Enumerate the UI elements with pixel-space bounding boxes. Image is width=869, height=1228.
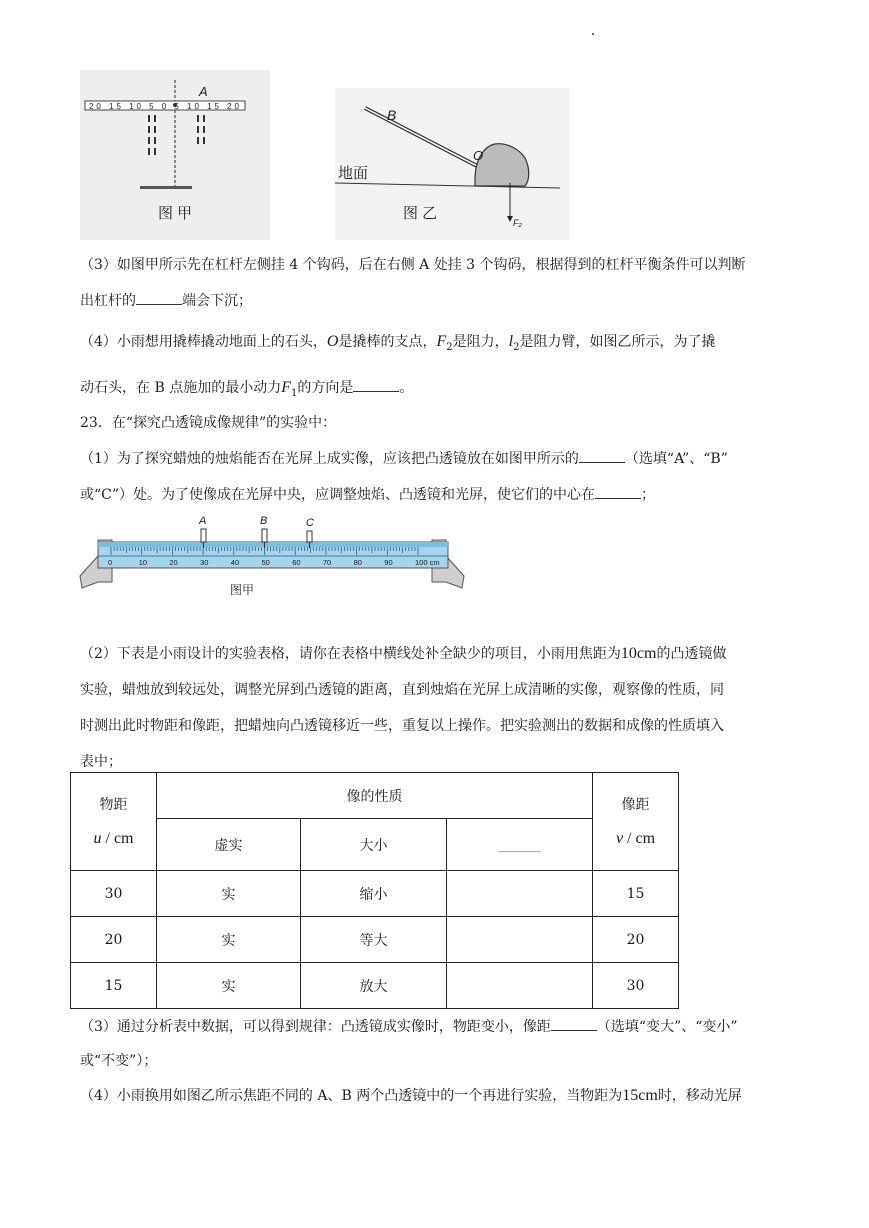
q22-part3-line1: （3）如图甲所示先在杠杆左侧挂 4 个钩码，后在右侧 A 处挂 3 个钩码，根据得到的杠杆平衡条件可以判断 (80, 257, 746, 273)
force-f2-label: F₂ (513, 218, 522, 228)
q22-part4 (80, 322, 792, 414)
bench-tick-label: 100 cm (415, 558, 440, 567)
answer-blank (595, 484, 641, 499)
bench-tick-label: 90 (384, 558, 393, 567)
crowbar-point-o: O (473, 148, 484, 163)
crowbar-figure-yi (335, 88, 570, 240)
table-row: 30 实 缩小 15 (71, 871, 679, 917)
experiment-table (70, 772, 679, 1009)
q23-part3-line1: （3）通过分析表中数据，可以得到规律：凸透镜成实像时，物距变小，像距 （选填“变大”、“变小” (80, 1010, 792, 1044)
bench-tick-label: 0 (108, 558, 113, 567)
q23-part3 (80, 1010, 792, 1078)
q22-part3 (80, 247, 792, 319)
header-image-distance: 像距 v / cm (593, 773, 679, 871)
q22-part4-line1: （4）小雨想用撬棒撬动地面上的石头，O是撬棒的支点，$F_2$是阻力，$l_2$是阻力臂，如图乙所示，为了撬 (80, 333, 716, 353)
q23-part2-line3: 时测出此时物距和像距，把蜡烛向凸透镜移近一些，重复以上操作。把实验测出的数据和成像的性质填入 (80, 718, 724, 734)
header-image-nature: 像的性质 (157, 773, 593, 819)
bench-tick-label: 40 (230, 558, 240, 567)
bench-tick-label: 80 (353, 558, 362, 567)
q23-part1 (80, 441, 792, 513)
table-row: 15 实 放大 30 (71, 963, 679, 1009)
header-object-distance: 物距 u / cm (71, 773, 157, 871)
table-header-row (71, 773, 679, 819)
marker-a-label: A (199, 515, 207, 527)
q22-part3-line2: 出杠杆的 端会下沉； (80, 283, 792, 319)
table-subheader-row (71, 819, 679, 871)
q23-part1-line2: 或“C”）处。为了使像成在光屏中央，应调整烛焰、凸透镜和光屏，使它们的中心在 ； (80, 477, 792, 513)
bench-caption: 图甲 (230, 583, 255, 597)
q23-part2-line2: 实验，蜡烛放到较远处，调整光屏到凸透镜的距离，直到烛焰在光屏上成清晰的实像，观察像的性质，同 (80, 682, 724, 698)
marker-b-label: B (260, 515, 268, 527)
q23-part3-line2: 或“不变”）； (80, 1053, 158, 1069)
crowbar-point-b: B (387, 107, 397, 123)
lever-point-a: A (199, 84, 208, 99)
figure-yi-caption: 图 乙 (403, 205, 438, 222)
header-blank: ______ (447, 819, 593, 871)
bench-tick-label: 70 (322, 558, 332, 567)
q23-part2-line1: （2）下表是小雨设计的实验表格，请你在表格中横线处补全缺少的项目，小雨用焦距为10cm的凸透镜做 (80, 645, 727, 662)
bench-tick-label: 10 (138, 558, 148, 567)
marker-c-label: C (306, 517, 314, 529)
table-row: 20 实 等大 20 (71, 917, 679, 963)
figure-jia-caption: 图 甲 (158, 205, 193, 222)
optical-bench-figure (78, 512, 468, 604)
lever-scale-labels: 20 15 10 5 0 5 10 15 20 (89, 102, 239, 111)
answer-blank (551, 1016, 597, 1031)
q23-part2-line4: 表中； (80, 754, 122, 770)
bench-tick-label: 50 (261, 558, 270, 567)
q22-part4-line2: 动石头，在 B 点施加的最小动力$F_1$的方向是 。 (80, 378, 414, 399)
header-virtual-real: 虚实 (157, 819, 301, 871)
q23-part4-line1: （4）小雨换用如图乙所示焦距不同的 A、B 两个凸透镜中的一个再进行实验，当物距为15cm时，移动光屏 (80, 1087, 742, 1104)
answer-blank (353, 377, 399, 392)
answer-blank (136, 290, 182, 305)
bench-tick-label: 30 (200, 558, 209, 567)
q23-title: 23．在“探究凸透镜成像规律”的实验中： (80, 415, 337, 431)
q23-part1-line1: （1）为了探究蜡烛的烛焰能否在光屏上成实像，应该把凸透镜放在如图甲所示的 （选填“A”、“B” (80, 441, 792, 477)
lever-figure-jia (80, 70, 270, 240)
page-dot (592, 33, 594, 35)
q23-part2 (80, 636, 792, 780)
header-size: 大小 (301, 819, 447, 871)
bench-tick-label: 20 (169, 558, 178, 567)
q23-part4 (80, 1078, 792, 1114)
ground-label: 地面 (338, 165, 369, 182)
bench-tick-label: 60 (292, 558, 301, 567)
answer-blank (579, 448, 625, 463)
